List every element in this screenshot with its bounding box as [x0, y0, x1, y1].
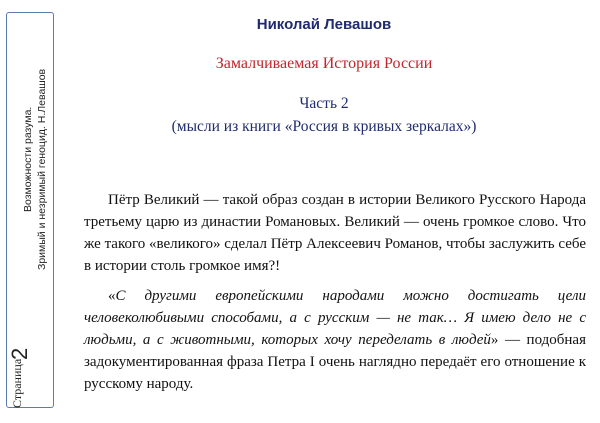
- quote-text: С другими европейскими народами можно достигать цели человеколюбивыми способами, а с русским — не так… Я имею дело не с людьми, а с животными, которых хочу переделать в людей: [84, 288, 586, 348]
- page-content: [64, 0, 584, 423]
- page-label: Страница: [10, 358, 24, 408]
- quote-open: «: [108, 288, 116, 304]
- sidebar-book-subtitle: Зримый и незримый геноцид. Н.Левашов: [36, 68, 48, 270]
- page-sidebar: [0, 0, 52, 423]
- part-subtitle: (мысли из книги «Россия в кривых зеркалах»): [171, 118, 477, 135]
- page-number: 2: [7, 347, 32, 360]
- part-heading: Часть 2: [299, 95, 349, 112]
- paragraph-1: Пётр Великий — такой образ создан в истории Великого Русского Народа третьему царю из династии Романовых. Великий — очень громкое слово. Что же такого «великого» сделал Пётр Алексеевич Романов, чтобы заслужить себе в истории столь громкое имя?!: [84, 192, 586, 274]
- paragraph-2-rest: » — подобная задокументированная фраза Петра I очень наглядно передаёт его отношение к русскому народу.: [84, 332, 586, 392]
- author-name: Николай Левашов: [256, 16, 392, 33]
- sidebar-book-title: Возможности разума.: [22, 106, 34, 212]
- paragraph-2: [84, 285, 586, 395]
- document-title: Замалчиваемая История России: [215, 55, 433, 72]
